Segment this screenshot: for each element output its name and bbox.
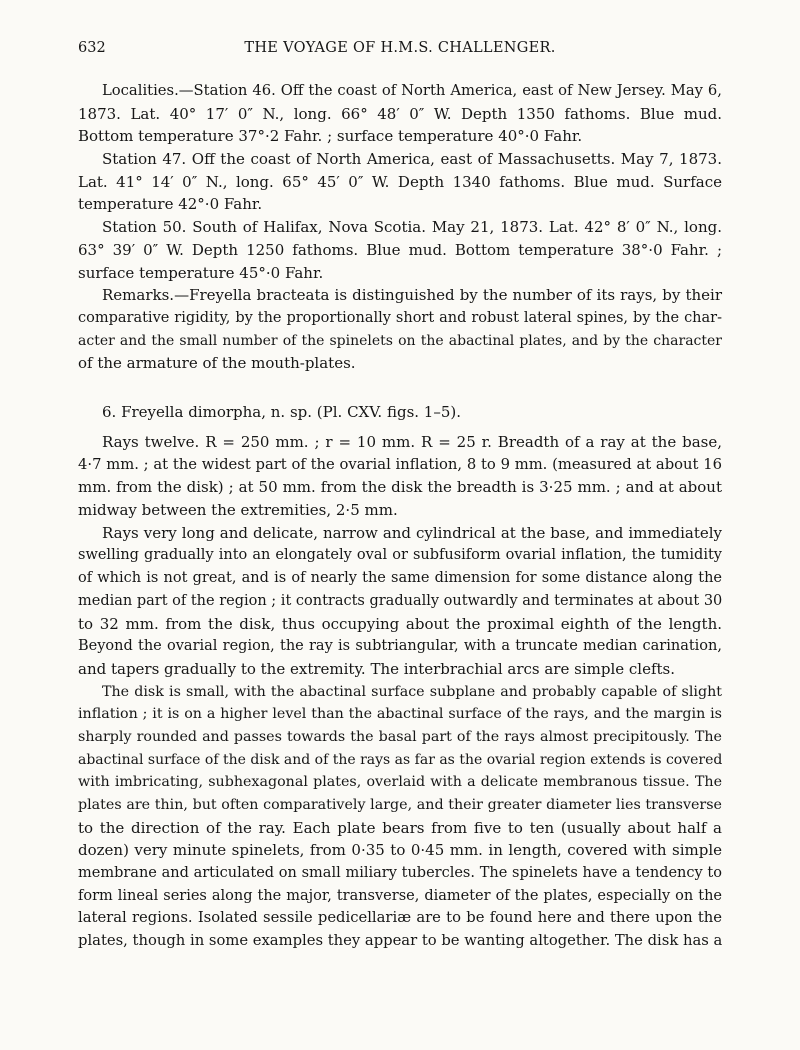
text-line: abactinal surface of the disk and of the rays as far as the ovarial region extends is covered <box>78 751 723 768</box>
page-number: 632 <box>78 40 106 56</box>
text-line: form lineal series along the major, transverse, diameter of the plates, especially on the <box>78 887 722 904</box>
text-line: to 32 mm. from the disk, thus occupying about the proximal eighth of the length. <box>78 614 722 633</box>
text-line: mm. from the disk) ; at 50 mm. from the disk the breadth is 3·25 mm. ; and at about <box>78 478 722 497</box>
text-line: Beyond the ovarial region, the ray is subtriangular, with a truncate median carination, <box>78 638 722 655</box>
text-line: Rays very long and delicate, narrow and cylindrical at the base, and immediately <box>102 523 722 542</box>
description-section <box>78 431 722 953</box>
text-line: swelling gradually into an elongately oval or subfusiform ovarial inflation, the tumidity <box>78 547 722 564</box>
text-line: Bottom temperature 37°·2 Fahr. ; surface temperature 40°·0 Fahr. <box>78 127 583 146</box>
localities-section <box>78 80 722 375</box>
text-line: inflation ; it is on a higher level than the abactinal surface of the rays, and the margin is <box>78 706 722 723</box>
text-line: Remarks.—Freyella bracteata is distinguished by the number of its rays, by their <box>102 286 722 305</box>
text-line: of the armature of the mouth-plates. <box>78 354 356 373</box>
text-line: sharply rounded and passes towards the basal part of the rays almost precipitously. The <box>78 728 722 745</box>
text-line: to the direction of the ray. Each plate bears from five to ten (usually about half a <box>78 818 722 837</box>
text-line: 63° 39′ 0″ W. Depth 1250 fathoms. Blue mud. Bottom temperature 38°·0 Fahr. ; <box>78 240 722 259</box>
species-heading-block <box>78 401 722 424</box>
text-line: temperature 42°·0 Fahr. <box>78 195 263 214</box>
text-line: of which is not great, and is of nearly the same dimension for some distance along the <box>78 570 722 587</box>
text-line: and tapers gradually to the extremity. The interbrachial arcs are simple clefts. <box>78 659 676 678</box>
text-line: acter and the small number of the spinelets on the abactinal plates, and by the character <box>78 332 722 349</box>
text-line: The disk is small, with the abactinal surface subplane and probably capable of slight <box>102 683 722 700</box>
text-line: Rays twelve. R = 250 mm. ; r = 10 mm. R = 25 r. Breadth of a ray at the base, <box>102 433 722 451</box>
text-line: plates are thin, but often comparatively large, and their greater diameter lies transverse <box>78 797 722 813</box>
text-line: dozen) very minute spinelets, from 0·35 to 0·45 mm. in length, covered with simple <box>78 841 722 860</box>
text-line: 1873. Lat. 40° 17′ 0″ N., long. 66° 48′ 0″ W. Depth 1350 fathoms. Blue mud. <box>78 104 722 123</box>
text-line: lateral regions. Isolated sessile pedicellariæ are to be found here and there upon the <box>78 909 722 927</box>
running-header <box>78 40 722 56</box>
species-heading: 6. Freyella dimorpha, n. sp. (Pl. CXV. figs. 1–5). <box>102 403 462 421</box>
text-line: Station 50. South of Halifax, Nova Scotia. May 21, 1873. Lat. 42° 8′ 0″ N., long. <box>102 218 722 237</box>
text-line: Station 47. Off the coast of North America, east of Massachusetts. May 7, 1873. <box>102 150 722 169</box>
text-line: median part of the region ; it contracts gradually outwardly and terminates at about 30 <box>78 592 723 609</box>
text-line: plates, though in some examples they appear to be wanting altogether. The disk has a <box>78 932 723 950</box>
text-line: 4·7 mm. ; at the widest part of the ovarial inflation, 8 to 9 mm. (measured at about 16 <box>78 455 722 473</box>
text-line: Lat. 41° 14′ 0″ N., long. 65° 45′ 0″ W. Depth 1340 fathoms. Blue mud. Surface <box>78 172 722 191</box>
text-line: Localities.—Station 46. Off the coast of North America, east of New Jersey. May 6, <box>102 82 722 99</box>
text-line: midway between the extremities, 2·5 mm. <box>78 501 398 520</box>
text-line: surface temperature 45°·0 Fahr. <box>78 263 324 282</box>
text-line: with imbricating, subhexagonal plates, overlaid with a delicate membranous tissue. The <box>78 774 722 791</box>
text-line: comparative rigidity, by the proportionally short and robust lateral spines, by the char- <box>78 309 722 326</box>
running-title: THE VOYAGE OF H.M.S. CHALLENGER. <box>244 40 556 56</box>
text-line: membrane and articulated on small miliary tubercles. The spinelets have a tendency to <box>78 865 722 882</box>
